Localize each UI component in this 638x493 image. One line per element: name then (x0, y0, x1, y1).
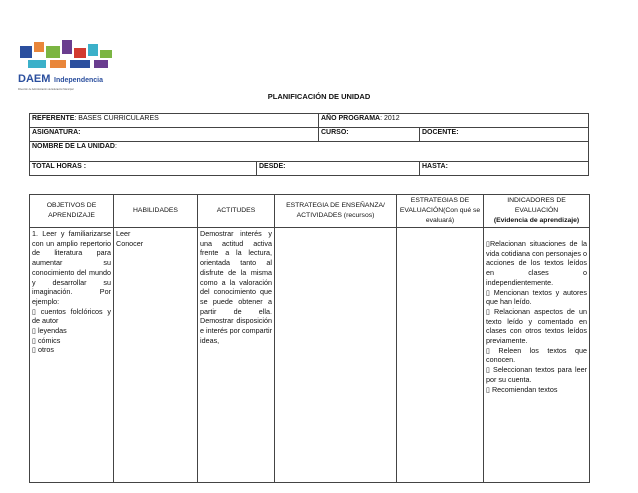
col-estrategia-ensenanza: ESTRATEGIA DE ENSEÑANZA/ ACTIVIDADES (recursos) (275, 195, 397, 228)
indicadores-cell (484, 228, 590, 483)
planning-table (29, 194, 590, 483)
logo-block (100, 50, 112, 58)
actitudes-text: Demostrar interés y una actitud activa frente a la lectura, orientada tanto al disfrute de la misma como a la valoración del conocimiento que se puede obtener a partir de ella. Demostrar disposición e interés por compartir ideas, (200, 229, 272, 345)
logo-block (34, 42, 44, 52)
col-actitudes: ACTITUDES (198, 195, 275, 228)
col-objetivos: OBJETIVOS DE APRENDIZAJE (30, 195, 114, 228)
indicador-item: ▯ Mencionan textos y autores que han leído. (486, 287, 587, 307)
ano-programa-cell: AÑO PROGRAMA: 2012 (319, 114, 589, 128)
col-estrategias-evaluacion: ESTRATEGIAS DE EVALUACIÓN(Con qué se evaluará) (397, 195, 484, 228)
logo-block (50, 60, 66, 68)
objetivo-item: ▯ leyendas (32, 326, 67, 336)
logo-subtitle: Independencia (54, 77, 104, 84)
indicador-item: ▯ Recomiendan textos (486, 384, 558, 394)
estrategia-ensenanza-cell (275, 228, 397, 483)
logo-block (88, 44, 98, 56)
logo-block (46, 46, 60, 58)
logo-tagline: Dirección de Administración de Educación Municipal (18, 88, 74, 91)
logo-block (62, 40, 72, 54)
curso-cell: CURSO: (319, 128, 420, 142)
habilidad-item: Leer (116, 229, 131, 238)
logo-block (20, 46, 32, 58)
objetivo-text: 1. Leer y familiarizarse con un amplio repertorio de literatura para aumentar su conocimiento del mundo y desarrollar su imaginación. Por ejemplo: (32, 229, 111, 306)
asignatura-cell: ASIGNATURA: (30, 128, 319, 142)
nombre-unidad-cell: NOMBRE DE LA UNIDAD: (30, 142, 589, 162)
objetivo-item: ▯ cuentos folclóricos y de autor (32, 306, 111, 326)
objetivo-item: ▯ otros (32, 345, 54, 355)
estrategias-evaluacion-cell (397, 228, 484, 483)
logo-block (94, 60, 108, 68)
total-horas-cell: TOTAL HORAS : (30, 162, 257, 176)
header-table (29, 113, 589, 176)
logo-block (28, 60, 46, 68)
indicador-item: ▯ Seleccionan textos para leer por su cuenta. (486, 365, 587, 384)
objetivo-item: ▯ cómics (32, 335, 61, 345)
indicador-item: ▯ Releen los textos que conocen. (486, 345, 587, 365)
desde-cell: DESDE: (257, 162, 420, 176)
logo-block (70, 60, 90, 68)
indicador-item: ▯Relacionan situaciones de la vida cotidiana con personajes o acciones de los textos leídos en clases o independientemente. (486, 239, 587, 287)
habilidad-item: Conocer (116, 238, 144, 248)
docente-cell: DOCENTE: (420, 128, 589, 142)
objetivos-cell (30, 228, 114, 483)
indicador-item: ▯ Relacionan aspectos de un texto leído y comentado en clases con otros textos leídos previamente. (486, 306, 587, 346)
col-indicadores: INDICADORES DE EVALUACIÓN (Evidencia de aprendizaje) (484, 195, 590, 228)
logo-brand: DAEM (18, 73, 51, 85)
page-title: PLANIFICACIÓN DE UNIDAD (267, 92, 371, 101)
referente-cell: REFERENTE: BASES CURRICULARES (30, 114, 319, 128)
hasta-cell: HASTA: (420, 162, 589, 176)
habilidades-cell (114, 228, 198, 483)
col-habilidades: HABILIDADES (114, 195, 198, 228)
actitudes-cell (198, 228, 275, 483)
logo-block (74, 48, 86, 58)
